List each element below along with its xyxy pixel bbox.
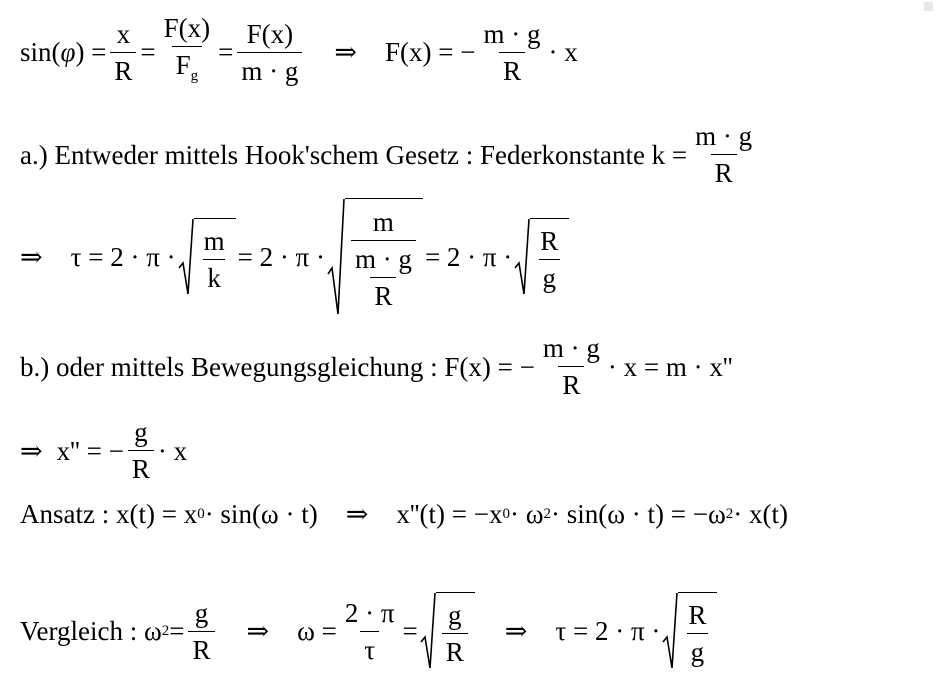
denominator: R <box>442 633 468 668</box>
motion-equation-text: b.) oder mittels Bewegungsgleichung : F(x) = − <box>20 351 535 382</box>
equals: = <box>169 616 185 646</box>
fraction-g-over-R <box>442 599 468 668</box>
denominator <box>351 240 416 312</box>
sqrt-nested <box>327 198 423 316</box>
denominator: R <box>188 631 214 666</box>
radicand <box>436 592 475 670</box>
equation-line-2 <box>20 120 760 189</box>
xpp-lead: x'' = − <box>56 435 124 466</box>
numerator: m · g <box>695 121 753 151</box>
denominator: R <box>370 277 396 312</box>
superscript-two: 2 <box>543 505 551 522</box>
radical-sign <box>178 218 194 296</box>
equals: = <box>218 37 234 67</box>
numerator: m <box>203 225 225 256</box>
numerator: g <box>447 599 462 630</box>
ansatz-part3: x''(t) = −x <box>396 499 503 529</box>
equals: = <box>140 37 156 67</box>
implies-arrow: ⇒ <box>334 37 358 67</box>
numerator: R <box>540 225 559 256</box>
numerator: m · g <box>354 244 412 274</box>
vergleich-lead: Vergleich : ω <box>20 616 162 646</box>
fraction-2pi-over-tau <box>341 597 399 666</box>
fraction-Fx-over-Fg <box>160 12 215 92</box>
numerator: x <box>116 18 131 49</box>
numerator: m · g <box>483 18 541 49</box>
hooke-text: a.) Entweder mittels Hook'schem Gesetz : Federkonstante k = <box>20 139 688 170</box>
equation-line-6 <box>20 498 788 530</box>
fraction-R-over-g <box>684 599 710 668</box>
implies-arrow: ⇒ <box>246 616 270 646</box>
sqrt-g-over-R <box>420 592 475 670</box>
equation-line-3 <box>20 198 571 316</box>
equation-line-5 <box>20 416 187 485</box>
numerator: m <box>372 207 394 237</box>
radical-sign <box>420 592 436 670</box>
omega-eq: ω = <box>297 616 337 646</box>
fraction-m-over-k <box>200 225 229 294</box>
implies-arrow: ⇒ <box>20 242 43 272</box>
tau-lead: τ = 2 · π · <box>555 616 661 646</box>
ansatz-part2: · sin(ω · t) <box>204 499 318 529</box>
fraction-m-over-mg-R <box>351 206 416 312</box>
ansatz-part6: · x(t) <box>733 499 788 529</box>
numerator: g <box>134 417 148 447</box>
radical-sign <box>327 198 345 316</box>
radical-sign <box>662 592 678 670</box>
ansatz-part1: Ansatz : x(t) = x <box>20 499 198 529</box>
implies-arrow: ⇒ <box>20 435 43 466</box>
denominator: g <box>539 259 561 294</box>
ansatz-part5: · sin(ω · t) = −ω <box>551 499 726 529</box>
times-x: · x <box>548 37 578 67</box>
denominator: R <box>128 450 154 485</box>
implies-arrow: ⇒ <box>504 616 528 646</box>
phi-symbol: φ <box>60 37 76 67</box>
sqrt-m-over-k <box>178 218 236 296</box>
subscript-zero: 0 <box>197 505 205 522</box>
fraction-mg-over-R <box>539 332 604 401</box>
numerator: m · g <box>542 333 600 363</box>
subscript-zero: 0 <box>502 505 510 522</box>
sin-open: sin( <box>20 37 61 67</box>
fraction-Fx-over-mg <box>237 18 302 87</box>
motion-tail: · x = m · x'' <box>607 351 733 382</box>
times-x: · x <box>157 435 188 466</box>
superscript-two: 2 <box>725 505 734 522</box>
radicand <box>194 218 236 296</box>
denominator: k <box>203 259 225 294</box>
numerator: F(x) <box>246 18 294 49</box>
close-eq: ) = <box>75 37 107 67</box>
numerator: R <box>688 599 707 630</box>
denominator: R <box>711 154 737 189</box>
denominator: R <box>499 52 525 87</box>
fraction-R-over-g <box>536 225 562 294</box>
mid-expression: = 2 · π · <box>237 242 325 272</box>
fraction-g-over-R <box>188 597 214 666</box>
numerator: 2 · π <box>344 597 395 628</box>
denominator <box>172 46 203 92</box>
denominator-subscript: g <box>190 68 199 84</box>
force-lhs: F(x) = − <box>385 37 476 67</box>
equation-line-1 <box>20 12 578 92</box>
superscript-two: 2 <box>161 622 170 639</box>
numerator: F(x) <box>163 13 211 43</box>
fraction-g-over-R <box>128 416 154 485</box>
tau-lead: τ = 2 · π · <box>70 242 176 272</box>
mid-expression-2: = 2 · π · <box>424 242 513 272</box>
ansatz-part4: · ω <box>509 499 544 529</box>
corner-marker <box>924 2 933 11</box>
sqrt-R-over-g <box>662 592 717 670</box>
equals: = <box>402 616 418 646</box>
equation-line-7 <box>20 592 719 670</box>
radicand <box>678 592 717 670</box>
radicand <box>530 218 569 296</box>
denominator: m · g <box>237 52 302 87</box>
sqrt-R-over-g <box>514 218 569 296</box>
denominator: R <box>110 52 136 87</box>
denominator: R <box>558 366 584 401</box>
denominator: τ <box>360 631 379 666</box>
fraction-k <box>691 120 756 189</box>
radical-sign <box>514 218 530 296</box>
radicand <box>345 198 423 316</box>
fraction-mg-over-R <box>351 243 416 312</box>
fraction-x-over-R <box>110 18 136 87</box>
denominator-main: F <box>175 50 191 80</box>
implies-arrow: ⇒ <box>345 499 369 529</box>
denominator: g <box>687 633 709 668</box>
equation-line-4 <box>20 332 733 401</box>
fraction-mg-over-R <box>479 18 544 87</box>
numerator: g <box>194 597 209 628</box>
